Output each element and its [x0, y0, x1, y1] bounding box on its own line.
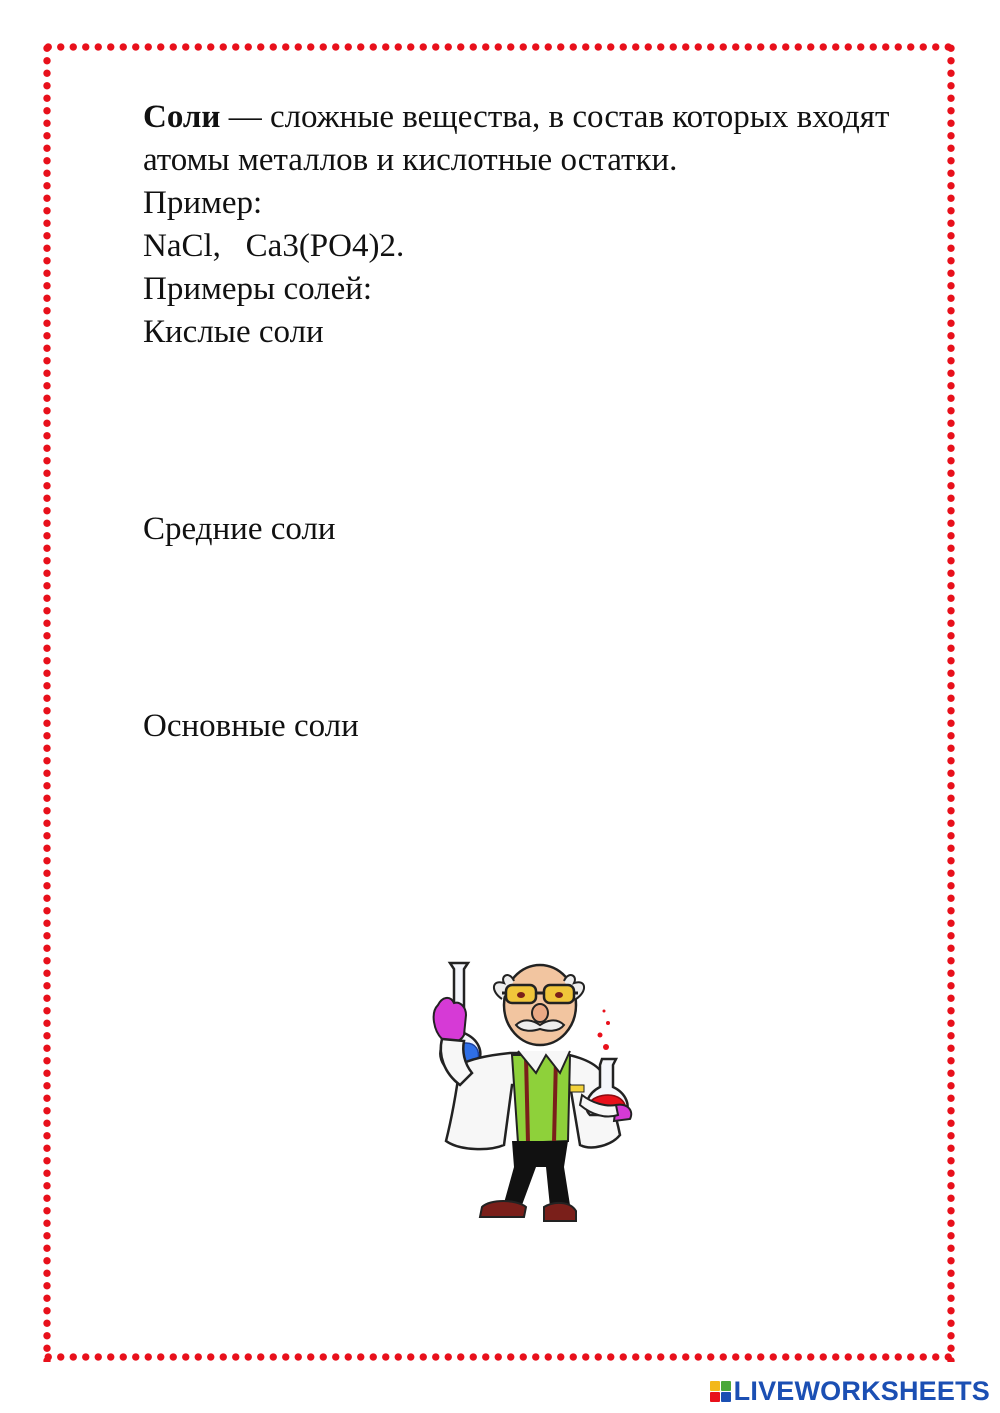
border-left [42, 42, 52, 1362]
border-top [42, 42, 956, 52]
category-acid-salts: Кислые соли [143, 314, 324, 350]
category-middle-salts: Средние соли [143, 511, 336, 547]
category-basic-salts: Основные соли [143, 708, 359, 744]
border-bottom [42, 1352, 956, 1362]
watermark-text: LIVEWORKSHEETS [733, 1376, 990, 1406]
border-right [946, 42, 956, 1362]
liveworksheets-logo-icon [710, 1381, 731, 1402]
red-flask-icon [586, 1010, 627, 1116]
definition-term: Соли [143, 99, 221, 135]
examples-heading: Примеры солей: [143, 271, 373, 307]
definition-text: — сложные вещества, в состав которых входят атомы металлов и кислотные остатки. [143, 99, 890, 178]
scientist-with-flasks-icon [420, 955, 650, 1255]
liveworksheets-watermark [710, 1376, 990, 1407]
worksheet-text [143, 96, 903, 748]
example-formulas: NaCl, Ca3(PO4)2. [143, 228, 405, 264]
definition-paragraph [143, 96, 903, 182]
example-label: Пример: [143, 185, 263, 221]
